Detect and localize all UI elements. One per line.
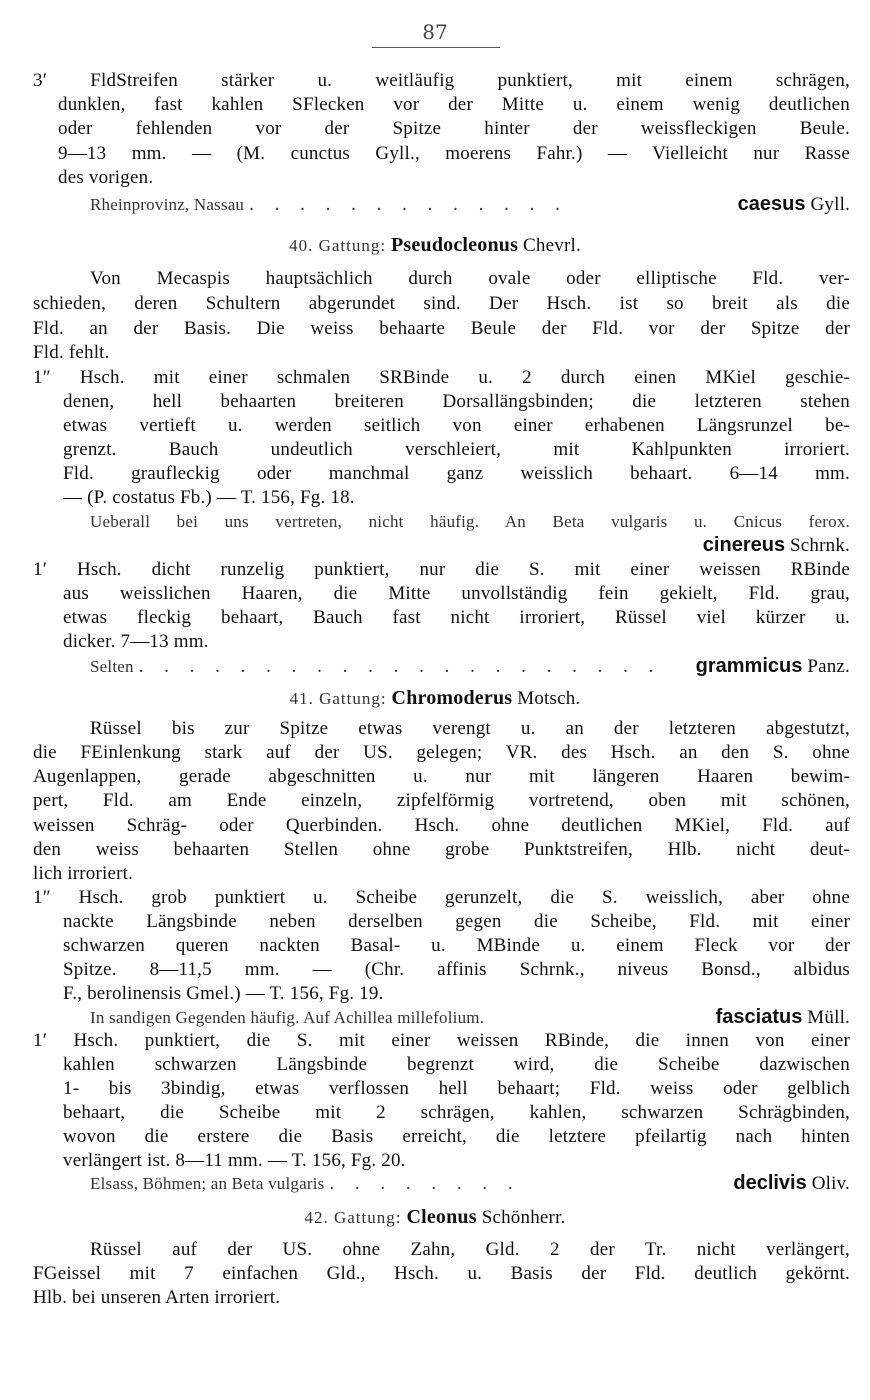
text-line: etwas fleckig behaart, Bauch fast nicht irroriert, Rüssel viel kürzer u. — [63, 607, 850, 628]
text-line: Rüssel bis zur Spitze etwas verengt u. an der letzteren abgestutzt, — [90, 718, 850, 739]
species-name: grammicus — [695, 655, 803, 677]
species-line — [703, 534, 850, 557]
text-line: weissen Schräg- oder Querbinden. Hsch. ohne deutlichen MKiel, Fld. auf — [33, 815, 850, 836]
text-line: die FEinlenkung stark auf der US. gelegen; VR. des Hsch. an den S. ohne — [33, 742, 850, 763]
text-line: schwarzen queren nackten Basal- u. MBinde u. einem Fleck vor der — [63, 935, 850, 956]
species-name: caesus — [737, 193, 806, 215]
genus-name: Chromoderus — [391, 687, 513, 709]
text-line: Von Mecaspis hauptsächlich durch ovale oder elliptische Fld. ver- — [90, 268, 850, 289]
locality-line — [90, 1172, 850, 1195]
text-line: kahlen schwarzen Längsbinde begrenzt wird, die Scheibe dazwischen — [63, 1054, 850, 1075]
species-author: Gyll. — [810, 194, 850, 215]
text-line: 1- bis 3bindig, etwas verflossen hell behaart; Fld. weiss oder gelblich — [63, 1078, 850, 1099]
locality-text: Elsass, Böhmen; an Beta vulgaris — [90, 1174, 325, 1193]
text-line: Fld. graufleckig oder manchmal ganz weisslich behaart. 6—14 mm. — [63, 463, 850, 484]
leader-dots: . . . . . . . . . . . . . — [249, 194, 568, 215]
genus-author: Motsch. — [517, 688, 581, 709]
species-name: fasciatus — [715, 1006, 803, 1028]
locality-text: In sandigen Gegenden häufig. Auf Achillea millefolium. — [90, 1008, 485, 1027]
text-line: verlängert ist. 8—11 mm. — T. 156, Fg. 20. — [63, 1150, 406, 1171]
text-line: aus weisslichen Haaren, die Mitte unvollständig fein gekielt, Fld. grau, — [63, 583, 850, 604]
text-line: wovon die erstere die Basis erreicht, die letztere pfeilartig nach hinten — [63, 1126, 850, 1147]
text-line: des vorigen. — [58, 167, 154, 188]
text-line: etwas vertieft u. werden seitlich von einer erhabenen Längsrunzel be- — [63, 415, 850, 436]
text-line: pert, Fld. am Ende einzeln, zipfelförmig vortretend, oben mit schönen, — [33, 790, 850, 811]
text-line: Hlb. bei unseren Arten irroriert. — [33, 1287, 281, 1308]
genus-name: Pseudocleonus — [391, 234, 519, 256]
locality-text: Ueberall bei uns vertreten, nicht häufig. An Beta vulgaris u. Cnicus ferox. — [90, 512, 850, 531]
heading-prefix: 40. Gattung: — [289, 236, 387, 255]
text-line: den weiss behaarten Stellen ohne grobe Punktstreifen, Hlb. nicht deut- — [33, 839, 850, 860]
locality-line — [90, 655, 850, 678]
header-rule — [372, 47, 500, 48]
text-line: dunklen, fast kahlen SFlecken vor der Mitte u. einem wenig deutlichen — [58, 94, 850, 115]
genus-name: Cleonus — [406, 1206, 477, 1228]
text-line: 1″ Hsch. grob punktiert u. Scheibe gerunzelt, die S. weisslich, aber ohne — [33, 887, 850, 908]
species-author: Schrnk. — [790, 535, 850, 556]
genus-author: Schönherr. — [481, 1207, 566, 1228]
genus-heading — [0, 1206, 870, 1229]
text-line: grenzt. Bauch undeutlich verschleiert, mit Kahlpunkten irroriert. — [63, 439, 850, 460]
text-line: — (P. costatus Fb.) — T. 156, Fg. 18. — [63, 487, 355, 508]
locality-line — [90, 1006, 850, 1029]
text-line: 3′ FldStreifen stärker u. weitläufig punktiert, mit einem schrägen, — [33, 70, 850, 91]
text-line: behaart, die Scheibe mit 2 schrägen, kahlen, schwarzen Schrägbinden, — [63, 1102, 850, 1123]
locality-text: Selten — [90, 657, 134, 676]
text-line: 9—13 mm. — (M. cunctus Gyll., moerens Fahr.) — Vielleicht nur Rasse — [58, 143, 850, 164]
text-line: oder fehlenden vor der Spitze hinter der weissfleckigen Beule. — [58, 118, 850, 139]
locality-text: Rheinprovinz, Nassau — [90, 195, 245, 214]
text-line: Fld. fehlt. — [33, 342, 110, 363]
genus-author: Chevrl. — [523, 235, 581, 256]
genus-heading — [0, 687, 870, 710]
text-line: Augenlappen, gerade abgeschnitten u. nur mit längeren Haaren bewim- — [33, 766, 850, 787]
text-line: FGeissel mit 7 einfachen Gld., Hsch. u. Basis der Fld. deutlich gekörnt. — [33, 1263, 850, 1284]
heading-prefix: 42. Gattung: — [304, 1208, 402, 1227]
leader-dots: . . . . . . . . — [329, 1173, 521, 1194]
text-line: denen, hell behaarten breiteren Dorsallängsbinden; die letzteren stehen — [63, 391, 850, 412]
page-number: 87 — [422, 20, 448, 44]
species-name: cinereus — [702, 534, 786, 556]
species-author: Müll. — [807, 1007, 850, 1028]
text-line: Fld. an der Basis. Die weiss behaarte Beule der Fld. vor der Spitze der — [33, 318, 850, 339]
species-author: Panz. — [807, 656, 850, 677]
species-name: declivis — [733, 1172, 807, 1194]
heading-prefix: 41. Gattung: — [289, 689, 387, 708]
text-line: 1′ Hsch. dicht runzelig punktiert, nur die S. mit einer weissen RBinde — [33, 559, 850, 580]
text-line: 1″ Hsch. mit einer schmalen SRBinde u. 2 durch einen MKiel geschie- — [33, 367, 850, 388]
text-line: nackte Längsbinde neben derselben gegen die Scheibe, Fld. mit einer — [63, 911, 850, 932]
leader-dots: . . . . . . . . . . . . . . . . . . . . . — [138, 656, 662, 677]
text-line: dicker. 7—13 mm. — [63, 631, 209, 652]
text-line: lich irroriert. — [33, 863, 134, 884]
text-line: F., berolinensis Gmel.) — T. 156, Fg. 19. — [63, 983, 384, 1004]
genus-heading — [0, 234, 870, 257]
text-line: 1′ Hsch. punktiert, die S. mit einer weissen RBinde, die innen von einer — [33, 1030, 850, 1051]
text-line: Spitze. 8—11,5 mm. — (Chr. affinis Schrnk., niveus Bonsd., albidus — [63, 959, 850, 980]
species-author: Oliv. — [811, 1173, 850, 1194]
locality-line — [90, 193, 850, 216]
text-line: Rüssel auf der US. ohne Zahn, Gld. 2 der Tr. nicht verlängert, — [90, 1239, 850, 1260]
text-line: schieden, deren Schultern abgerundet sind. Der Hsch. ist so breit als die — [33, 293, 850, 314]
